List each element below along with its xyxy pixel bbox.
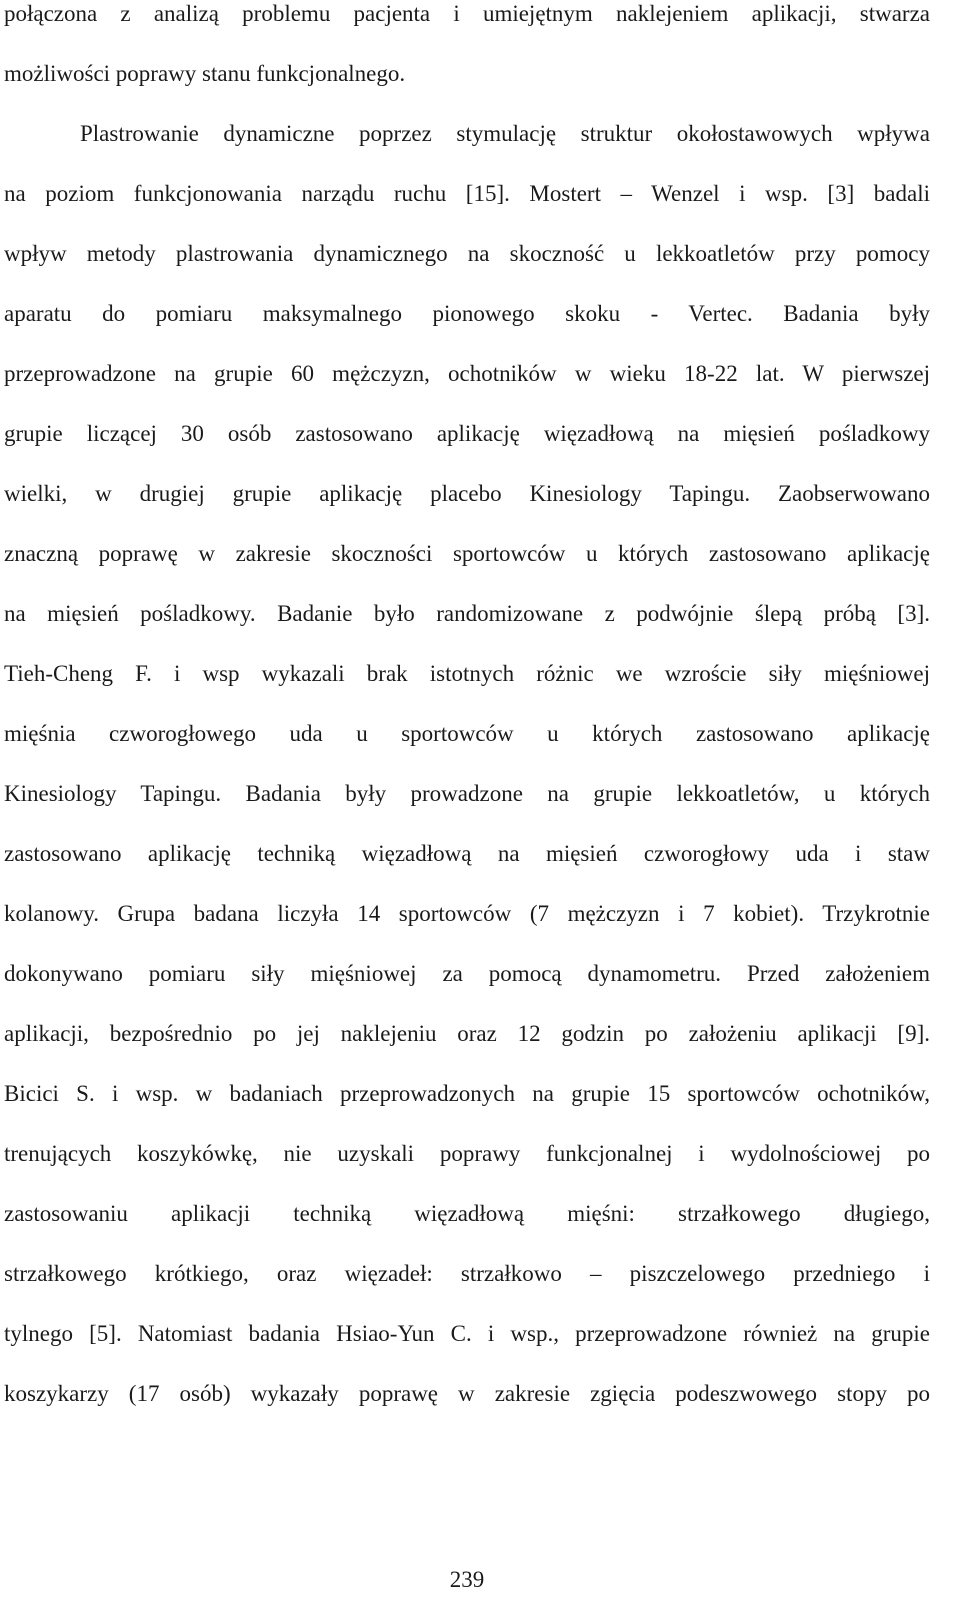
text-line: strzałkowego krótkiego, oraz więzadeł: strzałkowo – piszczelowego przedniego i [4,1261,930,1286]
text-line: Plastrowanie dynamiczne poprzez stymulację struktur okołostawowych wpływa [80,121,930,146]
text-line: trenujących koszykówkę, nie uzyskali poprawy funkcjonalnej i wydolnościowej po [4,1141,930,1166]
text-line: znaczną poprawę w zakresie skoczności sportowców u których zastosowano aplikację [4,541,930,566]
text-line: Kinesiology Tapingu. Badania były prowadzone na grupie lekkoatletów, u których [4,781,930,806]
text-line: Bicici S. i wsp. w badaniach przeprowadzonych na grupie 15 sportowców ochotników, [4,1081,930,1106]
text-line: dokonywano pomiaru siły mięśniowej za pomocą dynamometru. Przed założeniem [4,961,930,986]
text-line: na poziom funkcjonowania narządu ruchu [15]. Mostert – Wenzel i wsp. [3] badali [4,181,930,206]
text-line: zastosowaniu aplikacji techniką więzadłową mięśni: strzałkowego długiego, [4,1201,930,1226]
text-line: grupie liczącej 30 osób zastosowano aplikację więzadłową na mięsień pośladkowy [4,421,930,446]
text-line: mięśnia czworogłowego uda u sportowców u których zastosowano aplikację [4,721,930,746]
text-line: tylnego [5]. Natomiast badania Hsiao-Yun C. i wsp., przeprowadzone również na grupie [4,1321,930,1346]
text-line: możliwości poprawy stanu funkcjonalnego. [4,61,406,86]
text-line: połączona z analizą problemu pacjenta i umiejętnym naklejeniem aplikacji, stwarza [4,1,930,26]
text-line: koszykarzy (17 osób) wykazały poprawę w zakresie zgięcia podeszwowego stopy po [4,1381,930,1406]
text-line: kolanowy. Grupa badana liczyła 14 sportowców (7 mężczyzn i 7 kobiet). Trzykrotnie [4,901,930,926]
text-line: wpływ metody plastrowania dynamicznego na skoczność u lekkoatletów przy pomocy [4,241,930,266]
text-line: zastosowano aplikację techniką więzadłową na mięsień czworogłowy uda i staw [4,841,930,866]
text-line: przeprowadzone na grupie 60 mężczyzn, ochotników w wieku 18-22 lat. W pierwszej [4,361,930,386]
text-line: wielki, w drugiej grupie aplikację placebo Kinesiology Tapingu. Zaobserwowano [4,481,930,506]
text-line: Tieh-Cheng F. i wsp wykazali brak istotnych różnic we wzroście siły mięśniowej [4,661,930,686]
text-line: aparatu do pomiaru maksymalnego pionowego skoku - Vertec. Badania były [4,301,930,326]
text-line: aplikacji, bezpośrednio po jej naklejeniu oraz 12 godzin po założeniu aplikacji [9]. [4,1021,930,1046]
page-number: 239 [449,1567,485,1592]
text-line: na mięsień pośladkowy. Badanie było randomizowane z podwójnie ślepą próbą [3]. [4,601,930,626]
